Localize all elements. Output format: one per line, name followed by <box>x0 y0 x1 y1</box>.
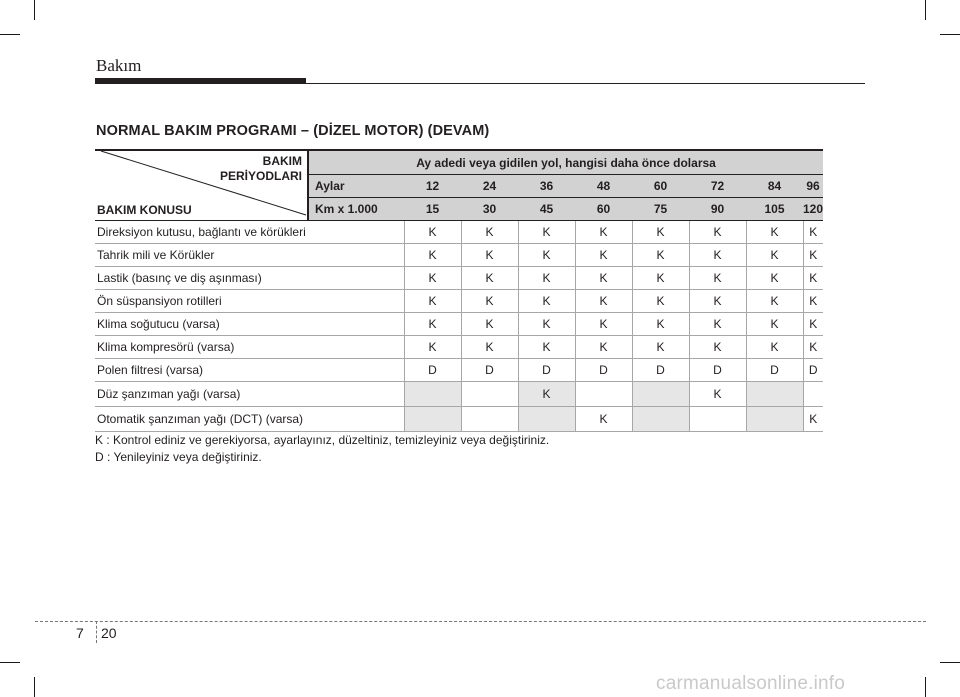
header-rule-thick <box>95 78 306 84</box>
schedule-action-cell: K <box>575 313 632 336</box>
schedule-action-cell: K <box>461 336 518 359</box>
crop-mark <box>925 677 926 697</box>
table-row <box>95 313 823 336</box>
months-value: 36 <box>518 175 575 198</box>
corner-periods-line2: PERİYODLARI <box>219 169 302 183</box>
months-value: 60 <box>632 175 689 198</box>
schedule-action-cell: K <box>518 336 575 359</box>
legend-note-k: K : Kontrol ediniz ve gerekiyorsa, ayarlayınız, düzeltiniz, temizleyiniz veya değiştiriniz. <box>95 433 550 447</box>
schedule-action-cell <box>461 407 518 432</box>
schedule-action-cell: K <box>518 290 575 313</box>
km-value: 30 <box>461 198 518 221</box>
schedule-action-cell: K <box>746 313 803 336</box>
schedule-action-cell: K <box>803 313 823 336</box>
schedule-action-cell: D <box>746 359 803 382</box>
months-value: 12 <box>404 175 461 198</box>
schedule-action-cell: K <box>746 244 803 267</box>
crop-mark <box>0 34 20 35</box>
schedule-action-cell: K <box>632 244 689 267</box>
schedule-action-cell <box>632 407 689 432</box>
schedule-action-cell: K <box>404 336 461 359</box>
schedule-action-cell: K <box>689 336 746 359</box>
watermark: carmanualsonline.info <box>656 673 846 694</box>
table-row <box>95 382 823 407</box>
table-corner-header <box>95 150 308 221</box>
maintenance-item: Klima kompresörü (varsa) <box>95 336 404 359</box>
section-title: NORMAL BAKIM PROGRAMI – (DİZEL MOTOR) (DEVAM) <box>96 123 490 139</box>
corner-periods-label <box>220 154 302 184</box>
schedule-action-cell: D <box>632 359 689 382</box>
schedule-action-cell <box>518 407 575 432</box>
schedule-action-cell: K <box>803 267 823 290</box>
corner-periods-line1: BAKIM <box>262 154 302 168</box>
footer-rule <box>35 621 926 622</box>
schedule-action-cell <box>575 382 632 407</box>
schedule-action-cell: D <box>461 359 518 382</box>
chapter-title: Bakım <box>96 56 142 75</box>
schedule-action-cell: D <box>689 359 746 382</box>
schedule-action-cell: K <box>689 290 746 313</box>
table-row <box>95 407 823 432</box>
months-value: 84 <box>746 175 803 198</box>
schedule-action-cell: K <box>803 244 823 267</box>
crop-mark <box>940 662 960 663</box>
schedule-action-cell: K <box>689 244 746 267</box>
page-number: 20 <box>101 625 117 641</box>
schedule-action-cell: K <box>518 382 575 407</box>
schedule-action-cell: K <box>404 244 461 267</box>
months-label: Aylar <box>308 175 404 198</box>
schedule-action-cell: K <box>461 244 518 267</box>
crop-mark <box>0 662 20 663</box>
table-row <box>95 336 823 359</box>
schedule-action-cell <box>746 407 803 432</box>
schedule-action-cell <box>632 382 689 407</box>
schedule-action-cell: K <box>632 336 689 359</box>
table-row <box>95 244 823 267</box>
months-value: 48 <box>575 175 632 198</box>
schedule-action-cell: K <box>689 267 746 290</box>
schedule-action-cell: K <box>518 244 575 267</box>
schedule-action-cell: K <box>518 221 575 244</box>
maintenance-item: Lastik (basınç ve diş aşınması) <box>95 267 404 290</box>
schedule-action-cell: K <box>689 382 746 407</box>
schedule-action-cell: K <box>803 221 823 244</box>
schedule-action-cell: K <box>575 244 632 267</box>
schedule-action-cell: D <box>404 359 461 382</box>
chapter-number: 7 <box>76 625 84 641</box>
km-value: 15 <box>404 198 461 221</box>
schedule-action-cell: K <box>746 221 803 244</box>
km-label: Km x 1.000 <box>308 198 404 221</box>
table-row <box>95 290 823 313</box>
maintenance-item: Klima soğutucu (varsa) <box>95 313 404 336</box>
schedule-action-cell: K <box>461 290 518 313</box>
header-rule-thin <box>306 83 865 84</box>
schedule-action-cell: K <box>404 267 461 290</box>
schedule-action-cell: K <box>689 221 746 244</box>
schedule-action-cell: K <box>575 267 632 290</box>
km-value: 45 <box>518 198 575 221</box>
maintenance-item: Polen filtresi (varsa) <box>95 359 404 382</box>
table-row <box>95 221 823 244</box>
schedule-action-cell: K <box>746 290 803 313</box>
maintenance-item: Otomatik şanzıman yağı (DCT) (varsa) <box>95 407 404 432</box>
maintenance-item: Ön süspansiyon rotilleri <box>95 290 404 313</box>
schedule-action-cell: K <box>518 313 575 336</box>
schedule-action-cell: K <box>803 407 823 432</box>
schedule-action-cell: K <box>746 336 803 359</box>
crop-mark <box>940 34 960 35</box>
schedule-action-cell: K <box>404 313 461 336</box>
maintenance-schedule-table <box>95 149 823 432</box>
maintenance-item: Direksiyon kutusu, bağlantı ve körükleri <box>95 221 404 244</box>
schedule-action-cell: K <box>746 267 803 290</box>
months-value: 96 <box>803 175 823 198</box>
interval-span-header: Ay adedi veya gidilen yol, hangisi daha önce dolarsa <box>308 150 823 175</box>
schedule-action-cell: K <box>632 290 689 313</box>
schedule-action-cell: K <box>575 336 632 359</box>
schedule-action-cell <box>404 382 461 407</box>
schedule-action-cell: K <box>461 221 518 244</box>
schedule-action-cell <box>461 382 518 407</box>
schedule-action-cell: K <box>404 221 461 244</box>
km-value: 90 <box>689 198 746 221</box>
schedule-action-cell: K <box>575 407 632 432</box>
schedule-action-cell: K <box>461 267 518 290</box>
crop-mark <box>925 0 926 20</box>
corner-subject-label: BAKIM KONUSU <box>97 203 192 217</box>
schedule-action-cell: D <box>803 359 823 382</box>
schedule-action-cell: K <box>632 267 689 290</box>
crop-mark <box>34 0 35 20</box>
schedule-action-cell: K <box>575 290 632 313</box>
km-value: 105 <box>746 198 803 221</box>
schedule-action-cell <box>803 382 823 407</box>
schedule-action-cell <box>689 407 746 432</box>
schedule-action-cell: K <box>803 336 823 359</box>
km-value: 120 <box>803 198 823 221</box>
schedule-action-cell: D <box>575 359 632 382</box>
schedule-action-cell: D <box>518 359 575 382</box>
months-value: 72 <box>689 175 746 198</box>
km-value: 75 <box>632 198 689 221</box>
schedule-action-cell <box>404 407 461 432</box>
schedule-action-cell: K <box>461 313 518 336</box>
schedule-action-cell: K <box>689 313 746 336</box>
schedule-action-cell: K <box>632 313 689 336</box>
legend-note-d: D : Yenileyiniz veya değiştiriniz. <box>95 450 262 464</box>
schedule-action-cell: K <box>632 221 689 244</box>
schedule-action-cell: K <box>404 290 461 313</box>
schedule-action-cell: K <box>803 290 823 313</box>
km-value: 60 <box>575 198 632 221</box>
table-row <box>95 359 823 382</box>
schedule-action-cell: K <box>518 267 575 290</box>
maintenance-item: Düz şanzıman yağı (varsa) <box>95 382 404 407</box>
months-value: 24 <box>461 175 518 198</box>
crop-mark <box>34 677 35 697</box>
maintenance-item: Tahrik mili ve Körükler <box>95 244 404 267</box>
schedule-action-cell: K <box>575 221 632 244</box>
table-row <box>95 267 823 290</box>
footer-divider <box>96 621 97 643</box>
schedule-action-cell <box>746 382 803 407</box>
